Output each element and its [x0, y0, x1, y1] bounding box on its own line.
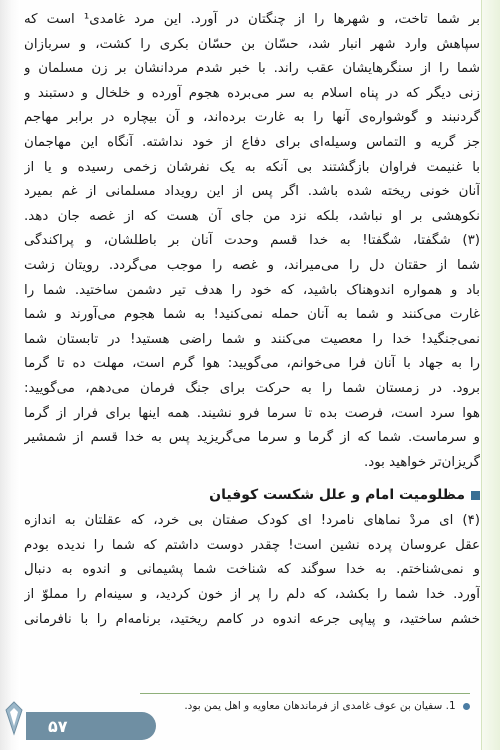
text-line: نمی‌جنگید! خدا را معصیت می‌کنند و شما راضی هستید! در تابستان شما	[24, 331, 480, 347]
section-paragraphs	[24, 509, 480, 632]
section-heading	[24, 487, 480, 503]
text-line: هوا سرد است، فرصت بده تا سرما فرو نشیند. همه اینها برای فرار از گرما	[24, 405, 480, 421]
main-text	[24, 8, 480, 632]
text-line: (۴) ای مردْ نماهای نامرد! ای کودک صفتان بی خرد، که عقلتان به اندازه	[24, 513, 480, 529]
text-line: شما را از سنگرهایشان عقب راند. با خبر شدم مردانشان بر زن مسلمان و	[24, 61, 480, 77]
publisher-logo-icon	[4, 700, 24, 736]
text-line: گردنبند و گوشواره‌ی آنها را به غارت برده‌اند، و آن بیچاره در برابر مهاجم	[24, 110, 480, 126]
text-line: زنی دیگر که در پناه اسلام به سر می‌برده هجوم آورده و خلخال و دستبند و	[24, 85, 480, 101]
footnote-bullet-icon	[463, 703, 470, 710]
text-line: عقل عروسان پرده نشین است! چقدر دوست داشتم که شما را ندیده بودم	[24, 537, 480, 553]
text-line: با غنیمت فراوان بازگشتند بی آنکه به یک نفرشان زخمی رسیده و یا از	[24, 159, 480, 175]
text-line: و سرماست. شما که از گرما و سرما می‌گریزید پس به خدا قسم از شمشیر	[24, 430, 480, 446]
text-line: جز گریه و التماس وسیله‌ای برای دفاع از خود نداشته. آنگاه این مهاجمان	[24, 134, 480, 150]
text-line: آنان خونی ریخته شده باشد. اگر پس از این رویداد مسلمانی از غم بمیرد	[24, 184, 480, 200]
page-number: ۵۷	[48, 716, 68, 736]
text-line: را به جهاد با آنان فرا می‌خوانم، می‌گویید: هوا گرم است، مهلت ده تا گرما	[24, 356, 480, 372]
footnote-text: 1. سفیان بن عوف غامدی از فرماندهان معاویه و اهل یمن بود.	[184, 700, 456, 712]
text-line: آورد. خدا شما را بکشد، که دلم را پر از خون کردید، و سینه‌ام را مملوّ از	[24, 587, 480, 603]
text-line: و نمی‌شناختم. به خدا سوگند که شناخت شما پشیمانی و اندوه به دنبال	[24, 562, 480, 578]
text-line: غارت می‌کنند و شما به آنان حمله نمی‌کنید! به شما هجوم می‌آورند و شما	[24, 307, 480, 323]
text-line: خشم ساختید، و پیاپی جرعه اندوه در کامم ریختید، برنامه‌ام را با نافرمانی	[24, 611, 480, 627]
section-heading-text: مظلومیت امام و علل شکست کوفیان	[209, 487, 465, 504]
footnote	[140, 693, 470, 714]
text-line: نکوهشی بر او نباشد، بلکه نزد من جای آن هست که از غصه جان دهد.	[24, 208, 480, 224]
heading-bullet-icon	[471, 491, 480, 500]
text-line: گریزان‌تر خواهید بود.	[364, 454, 480, 470]
page-gutter	[0, 0, 20, 750]
text-line: باد و همواره اندوهناک باشید، که خود را هدف تیر دشمن ساختید. شما را	[24, 282, 480, 298]
page-number-badge	[26, 712, 156, 740]
body-paragraphs	[24, 8, 480, 475]
text-line: برود. در زمستان شما را به حرکت برای جنگ فرمان می‌دهم، می‌گویید:	[24, 380, 480, 396]
text-line: (۳) شگفتا، شگفتا! به خدا قسم وحدت آنان بر باطلشان، و پراکندگی	[24, 233, 480, 249]
text-line: شما از حقتان دل را می‌میراند، و غصه را موجب می‌گردد. رویتان زشت	[24, 257, 480, 273]
text-line: سپاهش وارد شهر انبار شد، حسّان بن حسّان بکری را کشت، و سربازان	[24, 36, 480, 52]
text-line: بر شما تاخت، و شهرها را از چنگتان در آورد. این مرد غامدی¹ است که	[24, 12, 480, 27]
decorative-side-band	[481, 0, 500, 750]
